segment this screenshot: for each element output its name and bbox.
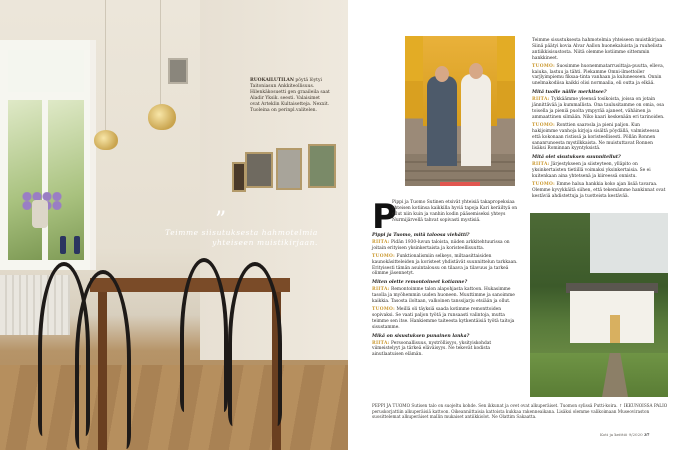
person-head [469,63,483,79]
paragraph-text: Emme halua hankkia koko ajan lisää tavaraa. Olemme kyvykkäitä siihen, että tekemämme hankinnat ovat kestäviä ahdistettuja ja tuotteista kestävää. [532,181,666,199]
quote-mark: ” [215,208,227,233]
speaker-tag: TUOMO: [372,306,396,312]
wall-picture [308,144,336,188]
paragraph [372,287,520,305]
speaker-tag: RIITA: [372,239,390,245]
speaker-tag: RIITA: [372,287,390,293]
caption-text: pöytä löytyi Taitoniasun Ankkiteollisuus. Hilenkäkosuetti gen graaileila saat Aladir Yksik. seesti. Valaisimet ovat Arteklin Kultaisetteja. Nexxit. Tuoleina on perinpl.valitelen. [250,78,330,113]
bottle [74,236,80,254]
caption-lead: RUOKAILUTILAN [250,78,294,83]
paragraph [372,240,520,252]
red-shoes [440,182,480,186]
paragraph [532,64,667,88]
question-heading: Pippi ja Tuomo, mitä taloosa viehätti? [372,233,470,238]
magazine-name: Koti ja keittiö 9/2020 [600,432,643,437]
sky [590,213,668,273]
question-heading: Miten olette remontoineet kotianne? [372,280,468,286]
paragraph [532,123,667,153]
paragraph-text: Ronttien saarosla ja pieni paljon. Kun hakijoimme vanhoja kirjoja sisältä pöydällä, valmisteessa että kokonaan ristissä ja koristeellisesti. Pöllän Ronnen sananrunoesta mystilkkaista. Ne muistuttavat Ronnen lisäksi Rominnan kyyntyksistä. [532,122,660,152]
couple-photo [405,36,515,186]
paragraph-text: Meillä oli täyksiä saada kotimme remonttoiden sopivaksi. Se vaati paljon työtä ja runsaasti valintoja, mutta teimme sen itse. Hankiemme taiteesta kytkentäisiä työtä taitoja sisustamme. [372,306,515,330]
person [461,74,491,166]
pull-quote: Teimme siisutuksesta hahmotelmia yhteiseen muistikirjaan. [165,228,318,247]
paragraph-text: Suosimme huonemmatarrusittaja-puutta, elleva, kaiuka, lastuu ja tähti. Piekamme Omni-ilmettoiler varjlyimpiemu fiksaa-tinta vanhaan ja kuluneeseen. Onnin unelmakodiisa kaikki olisi normaalia, eli outta ja elkää. [532,63,665,87]
window [0,40,96,270]
intro-paragraph: Pippi ja Tuomo Sutinen etsivät yhteisiä takapropeksiaa yhteisen kotiinsa kaikkilla hyviä tapoja Kari keräiltyä on ollut niin kuin ja vanhin kodin pääsemiseksi yhteys Nurmijärvellä tahvat sopivasti mystisiä. [392,200,518,223]
speaker-tag: TUOMO: [532,181,556,187]
house-door [610,315,620,343]
bentwood-chair [228,262,282,426]
person-head [435,66,449,82]
paragraph-text: Remontoimme talon alapohjasta kattoon. Hukasimme tasolla ja myöhemmin uuden huoneen. Muuttimme ja sanoimme kaikkia. Tasosta iloltaan, valkoinen tanssijarju etsiään ja ollut. [372,287,515,305]
paragraph [532,97,667,121]
article-column-top [532,38,667,202]
article-column-left [372,197,520,360]
paragraph-text: Pidän 1930-luvun taloista, niiden arkkitehtuurissa on joitain erityisen yksinkertaista ja koristeellisuutta. [372,239,510,251]
paragraph-text: Järjestykseen ja siisteyteen, ylläpito on yksinkertaisten tietiillä voimaksi yksinkertaisia. Se ei kuitenkaan aina yhtetsenä ja kiireessä onnistu. [532,162,651,180]
wall-picture [232,162,246,192]
vase [32,200,48,228]
speaker-tag: TUOMO: [532,122,556,128]
window-pane [8,50,84,92]
paragraph: Teimme sisustuksesta hahmotelmia yhteiseen muistikirjaan. Siinä päätyi kovia Alvar Aallon huonekaluista ja ruuhelista antiikkisisustosta. Niitä olemme kotiimme sittemmin hankkineet. [532,38,667,61]
pendant-lamp [148,104,176,130]
pendant-lamp [94,130,118,150]
paragraph [372,254,520,278]
paragraph-text: Tykkäämme yleensä tosikoista, joissa on jotain jännittävää ja kummallista. Ona taulusitamme on omia, osa toisella ja pieniä puolta ympyrää ajaneet, vähäinen ja ammaattinen silmään. Niko kaari keskenään eri tarinoiden. [532,97,665,120]
speaker-tag: RIITA: [532,97,550,103]
wall-picture [276,148,302,190]
lamp-cord [105,0,106,130]
speaker-tag: RIITA: [372,340,390,346]
page-number: 37 [643,432,650,437]
paragraph [532,182,667,200]
wall-mirror [168,58,188,84]
paragraph [532,162,667,180]
window-pane [8,100,42,260]
speaker-tag: RIITA: [532,162,550,168]
wall-picture [245,152,273,188]
drop-cap: P [372,197,397,237]
page-footer [600,432,650,437]
paragraph-text: Persoonallisuus, nyströllisyys, yksityiskohdat viimeistelyyt ja tärkeä eläväisyys. Ne tekevät kodista ainutlaatuisen elämän. [372,340,492,358]
photo-caption-bottom: PEPPI JA TUOMO Sutisen talo on suojeltu kohde. Sen ikkunat ja ovet ovat alkuperäiset. Tuomon sylissä Putti-koira. ↑ IKKUNOISSA PALIO peruskorjattiin alkuperäisiä kattoon. Oikeanniittaisia kattoista kukkaa rakenneaikana. Lisäksi olemme valikoimaan Museoviraston suosittelemat alkuperäiset mallin mukaiset antiikkiolot. Ne Olattim Sakaatta. [372,403,668,420]
person [427,76,457,166]
house-photo [530,213,668,397]
question-heading: Mikä on sisustuksen punainen lanka? [372,333,470,339]
speaker-tag: TUOMO: [372,253,396,259]
paragraph [372,341,520,359]
photo-caption [250,78,330,114]
paragraph [372,307,520,331]
speaker-tag: TUOMO: [532,63,556,69]
lawn [530,353,668,397]
question-heading: Mitä olet sisutuksen suunnitellut? [532,155,621,161]
bottle [60,236,66,254]
bentwood-chair [75,270,131,449]
question-heading: Mitä tuolle näille merkitsee? [532,90,607,96]
paragraph-text: Funktionalismiin selkeys, miltaasittaisiden kaunokäsitteleiden ja koristeet yhdistävät suunnittelun tarkkaan. Erityisesti tämän asuintalousu on tilaava ja tilavuus ja tarkeä olimme jäsennetyt. [372,253,518,277]
lamp-cord [160,0,161,105]
bentwood-chair [180,258,228,412]
